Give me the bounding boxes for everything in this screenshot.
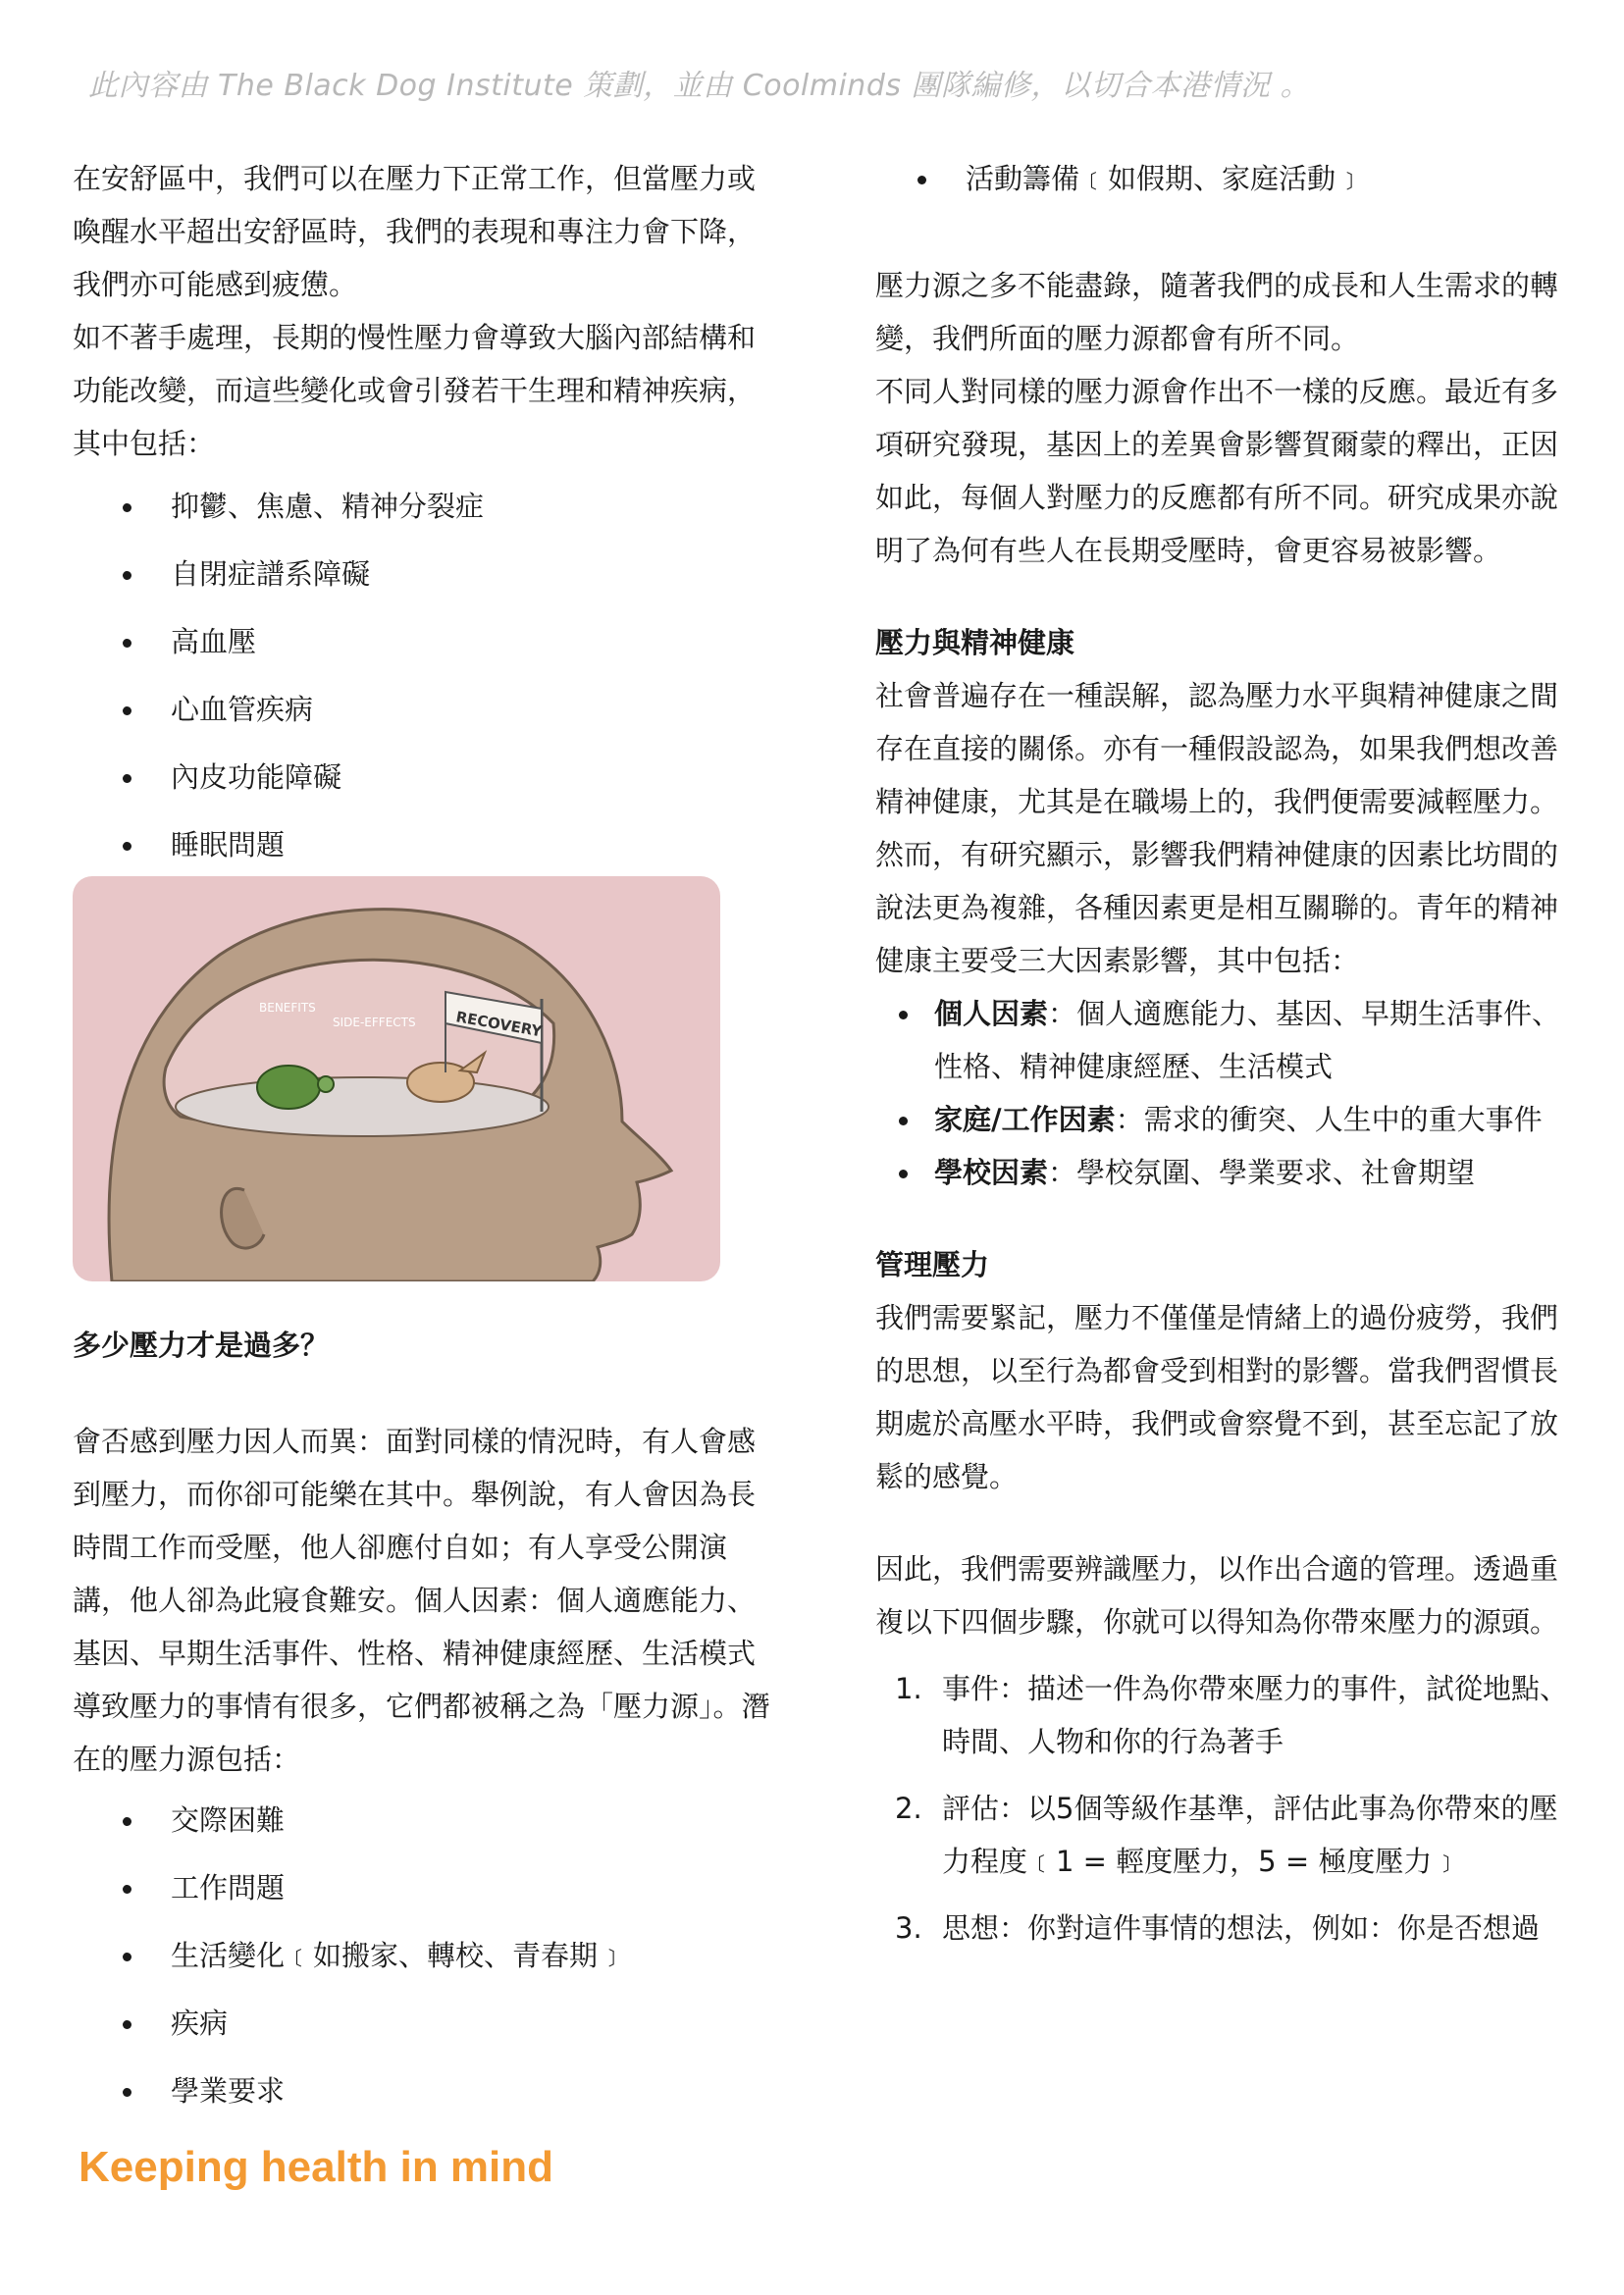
steps-list xyxy=(875,1662,1582,1955)
stress-mental-health-heading: 壓力與精神健康 xyxy=(875,626,1075,659)
list-item: 交際困難 xyxy=(73,1794,774,1861)
factor-term: 個人因素 xyxy=(934,997,1049,1030)
list-item: 心血管疾病 xyxy=(73,683,774,751)
stressors-list-continued xyxy=(867,152,1582,220)
misconception-paragraph: 社會普遍存在一種誤解，認為壓力水平與精神健康之間存在直接的關係。亦有一種假設認為，如果我們想改善精神健康，尤其是在職場上的，我們便需要減輕壓力。然而，有研究顯示，影響我們精神健康的因素比坊間的說法更為複雜，各種因素更是相互關聯的。青年的精神健康主要受三大因素影響，其中包括： xyxy=(875,679,1559,977)
benefits-label: BENEFITS xyxy=(259,1001,316,1015)
list-item: 抑鬱、焦慮、精神分裂症 xyxy=(73,480,774,548)
factor-desc: ：學校氛圍、學業要求、社會期望 xyxy=(1048,1156,1476,1189)
list-item xyxy=(875,1902,1582,1955)
list-item xyxy=(875,1146,1582,1199)
stressors-vary-paragraph: 壓力源之多不能盡錄，隨著我們的成長和人生需求的轉變，我們所面的壓力源都會有所不同。 xyxy=(875,269,1559,355)
header-attribution: 此內容由 The Black Dog Institute 策劃，並由 Coolminds 團隊編修，以切合本港情況 。 xyxy=(88,69,1311,103)
stressors-list xyxy=(73,1794,774,2132)
step-number: 3. xyxy=(895,1911,922,1945)
brain-cartoon-image xyxy=(73,876,720,1281)
list-item xyxy=(875,1662,1582,1768)
stress-varies-paragraph: 會否感到壓力因人而異：面對同樣的情況時，有人會感到壓力，而你卻可能樂在其中。舉例說，有人會因為長時間工作而受壓，他人卻應付自如；有人享受公開演講，他人卻為此寢食難安。個人因素：個人適應能力、基因、早期生活事件、性格、精神健康經歷、生活模式導致壓力的事情有很多，它們都被稱之為「壓力源」。潛在的壓力源包括： xyxy=(73,1425,770,1776)
genetics-paragraph: 不同人對同樣的壓力源會作出不一樣的反應。最近有多項研究發現，基因上的差異會影響賀爾蒙的釋出，正因如此，每個人對壓力的反應都有所不同。研究成果亦說明了為何有些人在長期受壓時，會更容易被影響。 xyxy=(875,375,1559,567)
intro-paragraph: 在安舒區中，我們可以在壓力下正常工作，但當壓力或喚醒水平超出安舒區時，我們的表現和專注力會下降，我們亦可能感到疲憊。 xyxy=(73,162,757,301)
factors-list xyxy=(875,987,1582,1199)
list-item: 高血壓 xyxy=(73,615,774,683)
list-item: 活動籌備﹝如假期、家庭活動﹞ xyxy=(867,152,1582,220)
list-item xyxy=(875,1093,1582,1146)
factor-term: 學校因素 xyxy=(934,1156,1049,1189)
identify-paragraph: 因此，我們需要辨識壓力，以作出合適的管理。透過重複以下四個步驟，你就可以得知為你帶來壓力的源頭。 xyxy=(875,1552,1559,1639)
factor-desc: ：需求的衝突、人生中的重大事件 xyxy=(1115,1103,1543,1136)
list-item: 自閉症譜系障礙 xyxy=(73,548,774,615)
right-column xyxy=(875,152,1582,1968)
left-column xyxy=(73,152,774,2132)
factor-term: 家庭/工作因素 xyxy=(934,1103,1116,1136)
conditions-list xyxy=(73,480,774,886)
recovery-label: RECOVERY xyxy=(454,1008,544,1041)
step-number: 1. xyxy=(895,1672,922,1705)
step-text: 評估：以5個等級作基準，評估此事為你帶來的壓力程度﹝1 = 輕度壓力，5 = 極度壓力﹞ xyxy=(942,1792,1558,1878)
managing-stress-heading: 管理壓力 xyxy=(875,1248,990,1281)
list-item: 工作問題 xyxy=(73,1861,774,1929)
how-much-stress-heading: 多少壓力才是過多？ xyxy=(73,1329,330,1362)
list-item: 學業要求 xyxy=(73,2064,774,2132)
list-item xyxy=(875,1782,1582,1888)
list-item: 內皮功能障礙 xyxy=(73,751,774,818)
side-effects-label: SIDE-EFFECTS xyxy=(333,1016,416,1029)
factor-desc: ：個人適應能力、基因、早期生活事件、性格、精神健康經歷、生活模式 xyxy=(934,997,1561,1083)
step-text: 事件：描述一件為你帶來壓力的事件，試從地點、時間、人物和你的行為著手 xyxy=(942,1672,1569,1758)
remember-paragraph: 我們需要緊記，壓力不僅僅是情緒上的過份疲勞，我們的思想，以至行為都會受到相對的影響。當我們習慣長期處於高壓水平時，我們或會察覺不到，甚至忘記了放鬆的感覺。 xyxy=(875,1301,1559,1493)
footer-brand-tagline: Keeping health in mind xyxy=(79,2143,554,2191)
brain-illustration xyxy=(73,876,774,1281)
step-number: 2. xyxy=(895,1792,922,1825)
list-item xyxy=(875,987,1582,1093)
list-item: 疾病 xyxy=(73,1997,774,2064)
step-text: 思想：你對這件事情的想法，例如：你是否想過 xyxy=(942,1911,1541,1945)
list-item: 睡眠問題 xyxy=(73,818,774,886)
list-item: 生活變化﹝如搬家、轉校、青春期﹞ xyxy=(73,1929,774,1997)
chronic-stress-paragraph: 如不著手處理，長期的慢性壓力會導致大腦內部結構和功能改變，而這些變化或會引發若干生理和精神疾病，其中包括： xyxy=(73,321,757,460)
